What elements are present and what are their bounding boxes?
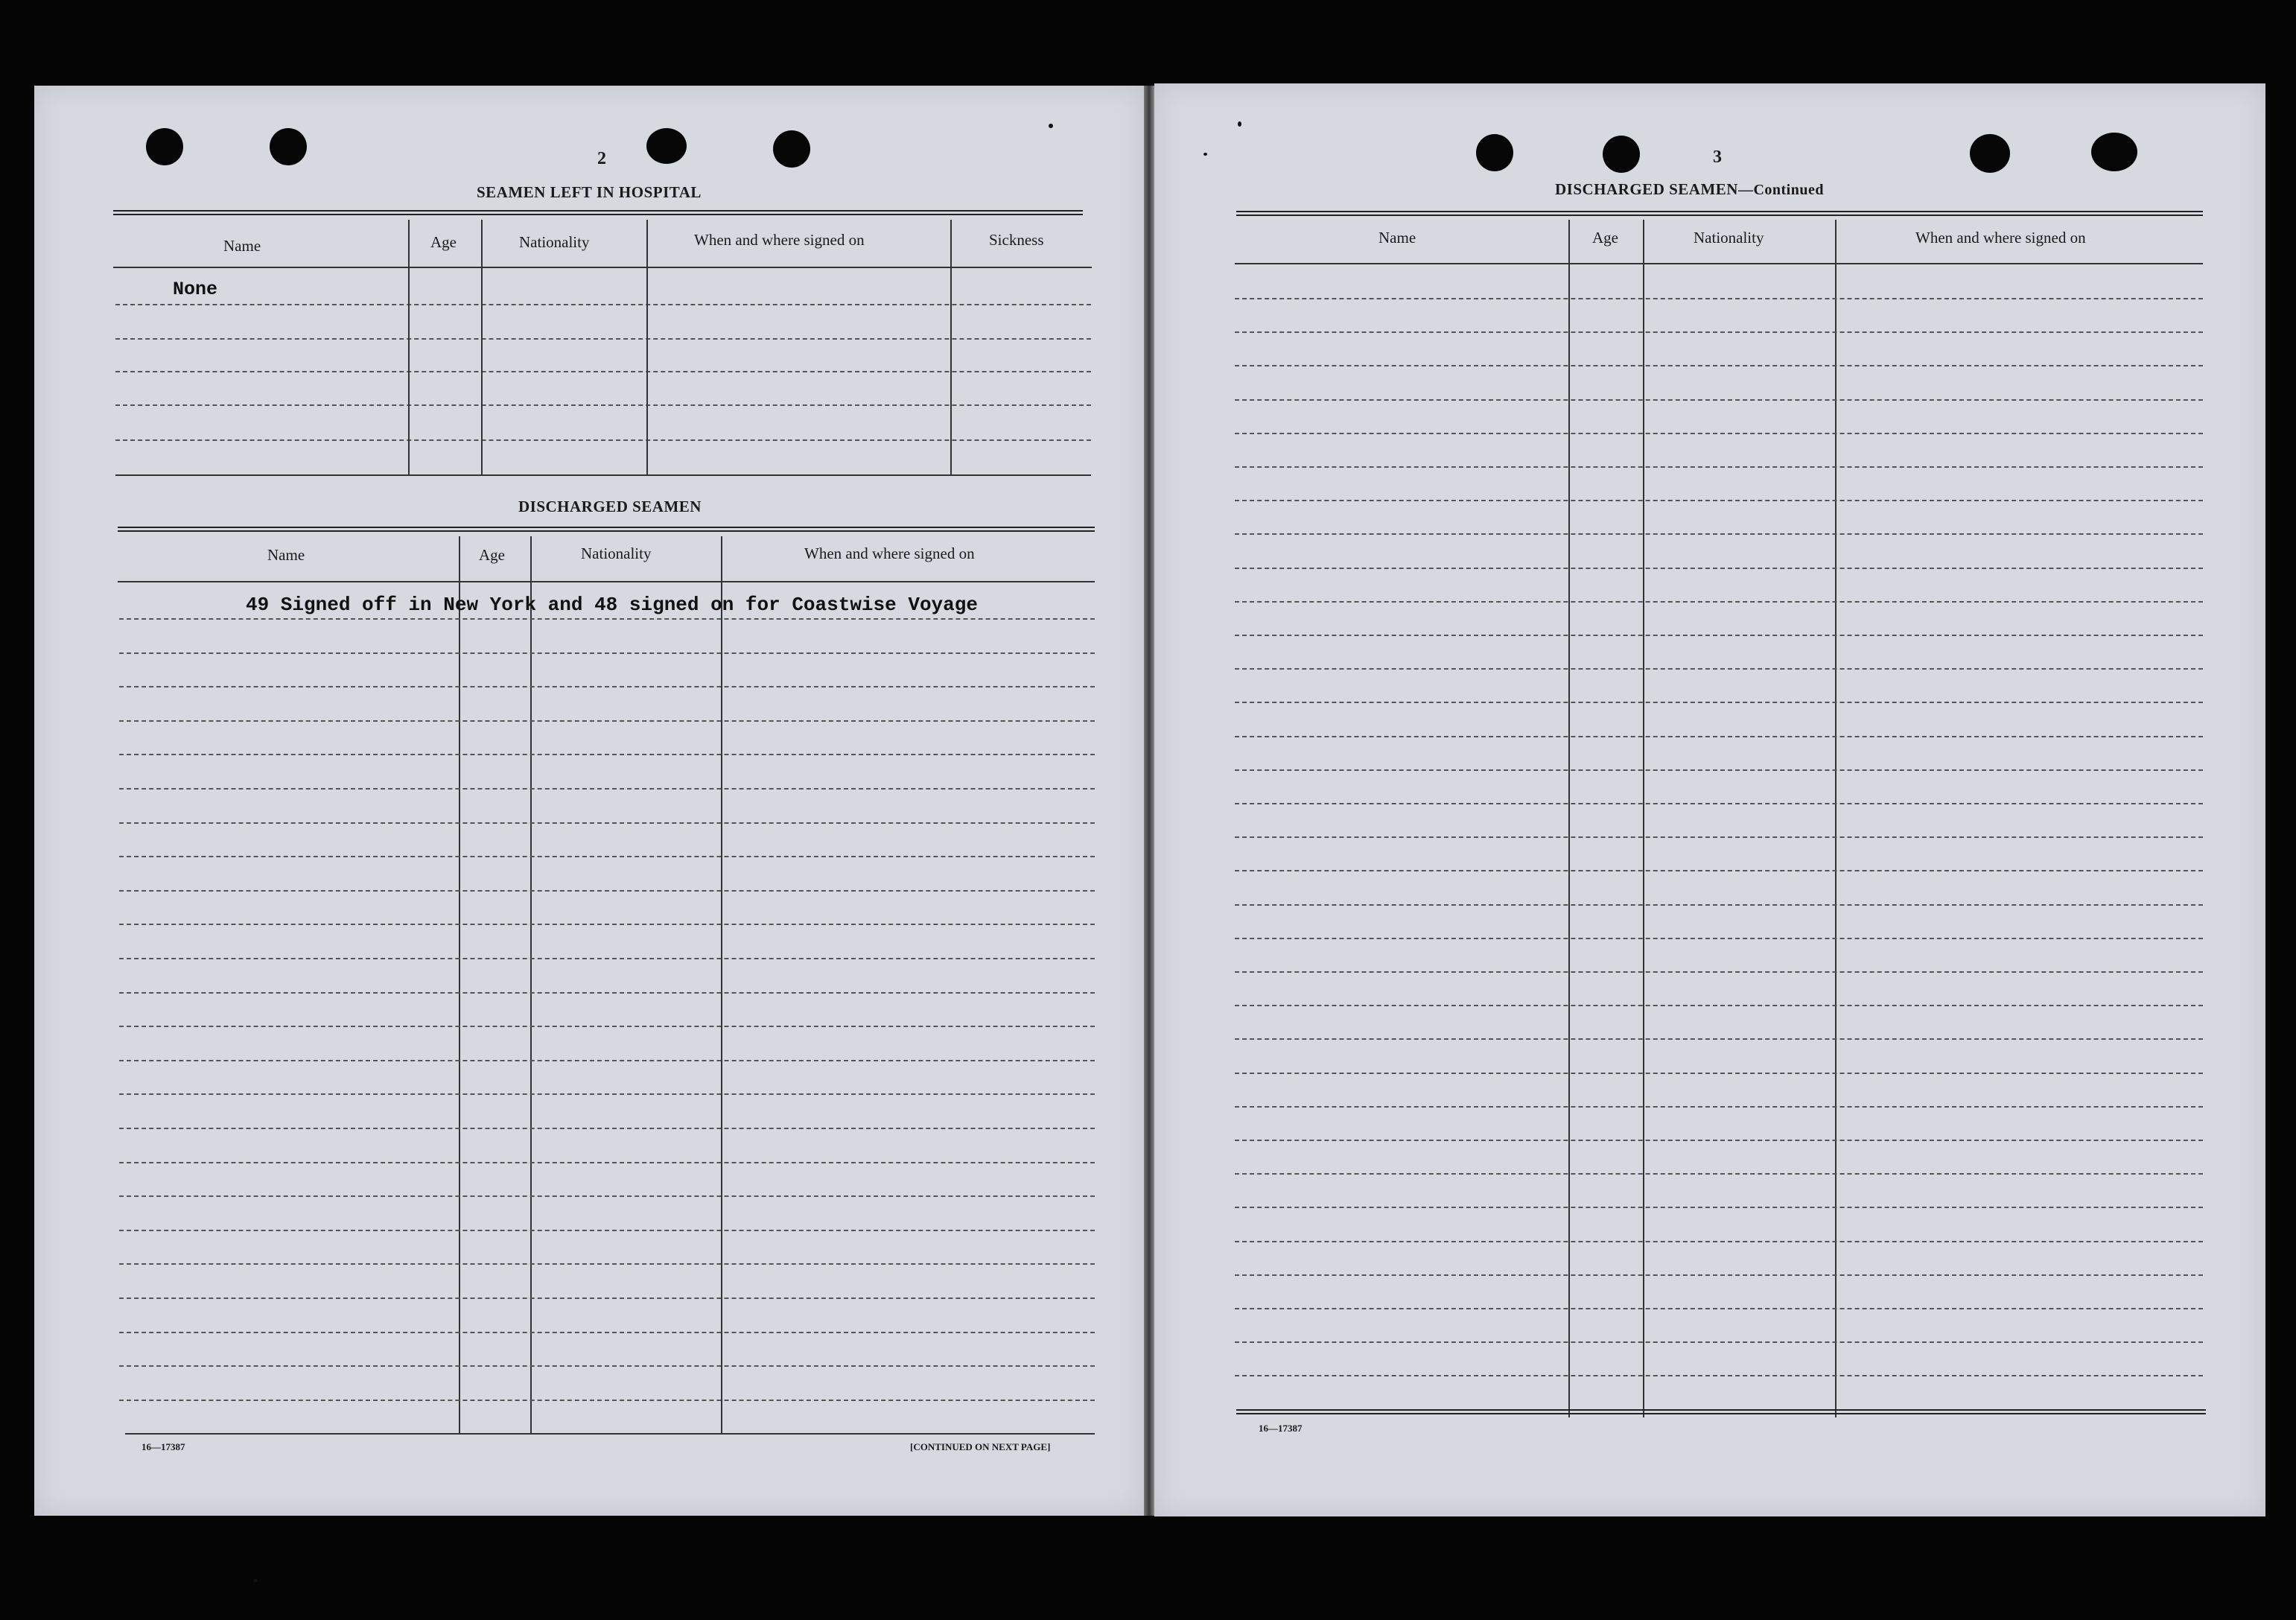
table-row [119, 1195, 1095, 1197]
table-row [1235, 568, 2203, 569]
header-bottom-rule [1235, 263, 2203, 264]
punch-hole [646, 128, 687, 164]
table-row [1235, 668, 2203, 670]
table-row [119, 1093, 1095, 1095]
table-row [119, 1263, 1095, 1265]
page-gutter [1144, 86, 1154, 1516]
table-row [119, 1297, 1095, 1299]
table-row [1235, 769, 2203, 771]
table-row [1235, 803, 2203, 804]
table-bottom-rule [125, 1433, 1095, 1435]
table-row [119, 618, 1095, 620]
continued-note: [CONTINUED ON NEXT PAGE] [910, 1441, 1051, 1452]
header-rule [113, 210, 1083, 215]
header-rule [118, 527, 1095, 532]
table-row [119, 1332, 1095, 1333]
table-row [119, 856, 1095, 857]
table-row [119, 1400, 1095, 1401]
table-row [119, 890, 1095, 892]
table-bottom-rule [1236, 1409, 2206, 1414]
column-header-when-where: When and where signed on [804, 544, 975, 562]
table-row [1235, 938, 2203, 939]
table-row [1235, 1375, 2203, 1376]
page-number: 3 [1713, 147, 1722, 167]
discharged-continued-title [1555, 180, 1824, 199]
hospital-section-title: SEAMEN LEFT IN HOSPITAL [477, 183, 702, 201]
table-row [1235, 1173, 2203, 1175]
table-row [1235, 836, 2203, 838]
column-header-name: Name [267, 546, 305, 564]
column-header-sickness: Sickness [989, 231, 1044, 249]
punch-hole [270, 128, 307, 165]
punch-hole [1603, 136, 1640, 173]
dust-speck [253, 1579, 258, 1582]
header-rule [1236, 211, 2203, 216]
table-row [1235, 331, 2203, 333]
table-row [119, 1026, 1095, 1027]
table-row [119, 992, 1095, 994]
continued-suffix: —Continued [1737, 182, 1824, 198]
column-header-nationality: Nationality [519, 233, 590, 251]
column-divider [950, 220, 952, 474]
table-row [1235, 1274, 2203, 1276]
table-row [1235, 1106, 2203, 1108]
table-row [1235, 1140, 2203, 1141]
table-row [1235, 601, 2203, 603]
discharged-entry: 49 Signed off in New York and 48 signed on for Coastwise Voyage [246, 594, 978, 616]
table-row [1235, 399, 2203, 401]
table-row [1235, 500, 2203, 501]
table-row [1235, 635, 2203, 636]
table-row [119, 720, 1095, 722]
table-row [119, 1128, 1095, 1129]
left-page [34, 86, 1144, 1516]
table-row [1235, 1308, 2203, 1309]
hospital-entry: None [173, 279, 218, 300]
column-divider [721, 536, 722, 1434]
table-row [1235, 736, 2203, 737]
table-row [119, 1162, 1095, 1163]
table-row [1235, 1341, 2203, 1343]
column-divider [530, 536, 532, 1434]
column-divider [459, 536, 460, 1434]
table-row [115, 404, 1091, 406]
header-bottom-rule [113, 267, 1092, 268]
dust-speck [1238, 121, 1241, 127]
table-row [119, 1365, 1095, 1367]
table-row [119, 1060, 1095, 1061]
punch-hole [1970, 134, 2010, 173]
table-row [1235, 870, 2203, 871]
column-header-age: Age [430, 233, 457, 251]
table-row [1235, 466, 2203, 468]
punch-hole [2091, 133, 2137, 171]
table-bottom-rule [115, 474, 1091, 476]
column-header-when-where: When and where signed on [1915, 229, 2086, 247]
punch-hole [146, 128, 183, 165]
column-header-when-where: When and where signed on [694, 231, 865, 249]
form-code: 16—17387 [1259, 1423, 1303, 1434]
table-row [119, 924, 1095, 925]
table-row [119, 1230, 1095, 1231]
table-row [119, 788, 1095, 790]
column-divider [481, 220, 483, 474]
dust-speck [1203, 153, 1207, 156]
table-row [1235, 1241, 2203, 1242]
table-row [1235, 1005, 2203, 1006]
table-row [119, 754, 1095, 755]
discharged-section-title: DISCHARGED SEAMEN [518, 498, 702, 515]
column-header-nationality: Nationality [1694, 229, 1764, 247]
table-row [1235, 433, 2203, 434]
table-row [1235, 1207, 2203, 1208]
table-row [1235, 533, 2203, 535]
table-row [119, 652, 1095, 654]
table-row [1235, 1073, 2203, 1074]
table-row [1235, 365, 2203, 366]
table-row [1235, 298, 2203, 299]
table-row [1235, 1038, 2203, 1040]
table-row [119, 686, 1095, 687]
table-row [1235, 904, 2203, 906]
table-row [1235, 971, 2203, 973]
punch-hole [773, 130, 810, 168]
column-header-nationality: Nationality [581, 544, 652, 562]
table-row [115, 439, 1091, 441]
discharged-continued-title-text: DISCHARGED SEAMEN [1555, 180, 1738, 198]
column-header-name: Name [223, 237, 261, 255]
page-number: 2 [597, 149, 606, 168]
table-row [119, 958, 1095, 959]
table-row [115, 338, 1091, 340]
column-header-age: Age [1592, 229, 1618, 247]
column-header-name: Name [1378, 229, 1416, 247]
table-row [115, 304, 1091, 305]
column-header-age: Age [479, 546, 505, 564]
form-code: 16—17387 [141, 1441, 185, 1452]
header-bottom-rule [118, 581, 1095, 582]
table-row [115, 371, 1091, 372]
table-row [1235, 702, 2203, 703]
column-divider [646, 220, 648, 474]
dust-speck [1049, 124, 1053, 128]
table-row [119, 822, 1095, 824]
punch-hole [1476, 134, 1513, 171]
column-divider [408, 220, 410, 474]
